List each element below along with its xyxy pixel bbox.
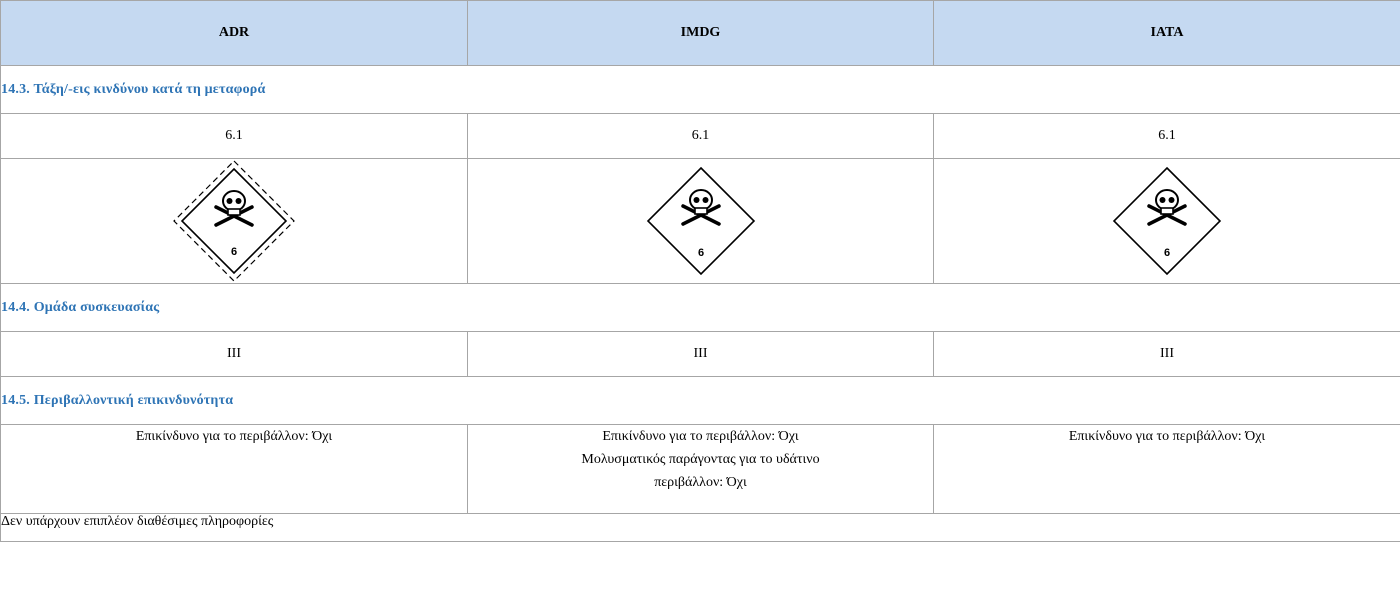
toxic-skull-crossbones-icon [1112, 166, 1222, 276]
pictogram-cell-iata [934, 159, 1400, 284]
section-packing-group [1, 284, 1400, 332]
marine-pollutant-line: Μολυσματικός παράγοντας για το υδάτινο [581, 452, 820, 467]
hazard-class-imdg: 6.1 [468, 114, 934, 159]
toxic-skull-crossbones-icon [172, 159, 296, 283]
pictogram-cell-imdg [468, 159, 934, 284]
footer-note-row [1, 514, 1400, 542]
marine-pollutant-line-cont: περιβάλλον: Όχι [654, 475, 747, 490]
column-header-imdg: IMDG [468, 1, 934, 66]
packing-group-adr: III [1, 332, 468, 377]
pictogram-row [1, 159, 1400, 284]
section-environmental-hazard [1, 377, 1400, 425]
footer-note: Δεν υπάρχουν επιπλέον διαθέσιμες πληροφορίες [1, 514, 1400, 542]
packing-group-imdg: III [468, 332, 934, 377]
header-row [1, 1, 1400, 66]
column-header-adr: ADR [1, 1, 468, 66]
column-header-iata: IATA [934, 1, 1400, 66]
section-title-packing-group: 14.4. Ομάδα συσκευασίας [1, 284, 1400, 332]
hazard-class-row [1, 114, 1400, 159]
section-title-hazard-class: 14.3. Τάξη/-εις κινδύνου κατά τη μεταφορά [1, 66, 1400, 114]
pictogram-number: 6 [230, 246, 238, 258]
packing-group-row [1, 332, 1400, 377]
env-hazard-iata-line: Επικίνδυνο για το περιβάλλον: Όχι [1068, 429, 1266, 444]
section-hazard-class [1, 66, 1400, 114]
hazard-class-iata: 6.1 [934, 114, 1400, 159]
hazard-class-adr: 6.1 [1, 114, 468, 159]
env-hazard-imdg [468, 425, 934, 514]
env-hazard-adr-line: Επικίνδυνο για το περιβάλλον: Όχι [135, 429, 333, 444]
environmental-hazard-row [1, 425, 1400, 514]
toxic-skull-crossbones-icon [646, 166, 756, 276]
env-hazard-imdg-line: Επικίνδυνο για το περιβάλλον: Όχι [602, 429, 799, 444]
section-title-environmental-hazard: 14.5. Περιβαλλοντική επικινδυνότητα [1, 377, 1400, 425]
env-hazard-adr [1, 425, 468, 514]
env-hazard-iata [934, 425, 1400, 514]
pictogram-cell-adr [1, 159, 468, 284]
packing-group-iata: III [934, 332, 1400, 377]
pictogram-number: 6 [1163, 247, 1171, 259]
pictogram-number: 6 [697, 247, 704, 259]
